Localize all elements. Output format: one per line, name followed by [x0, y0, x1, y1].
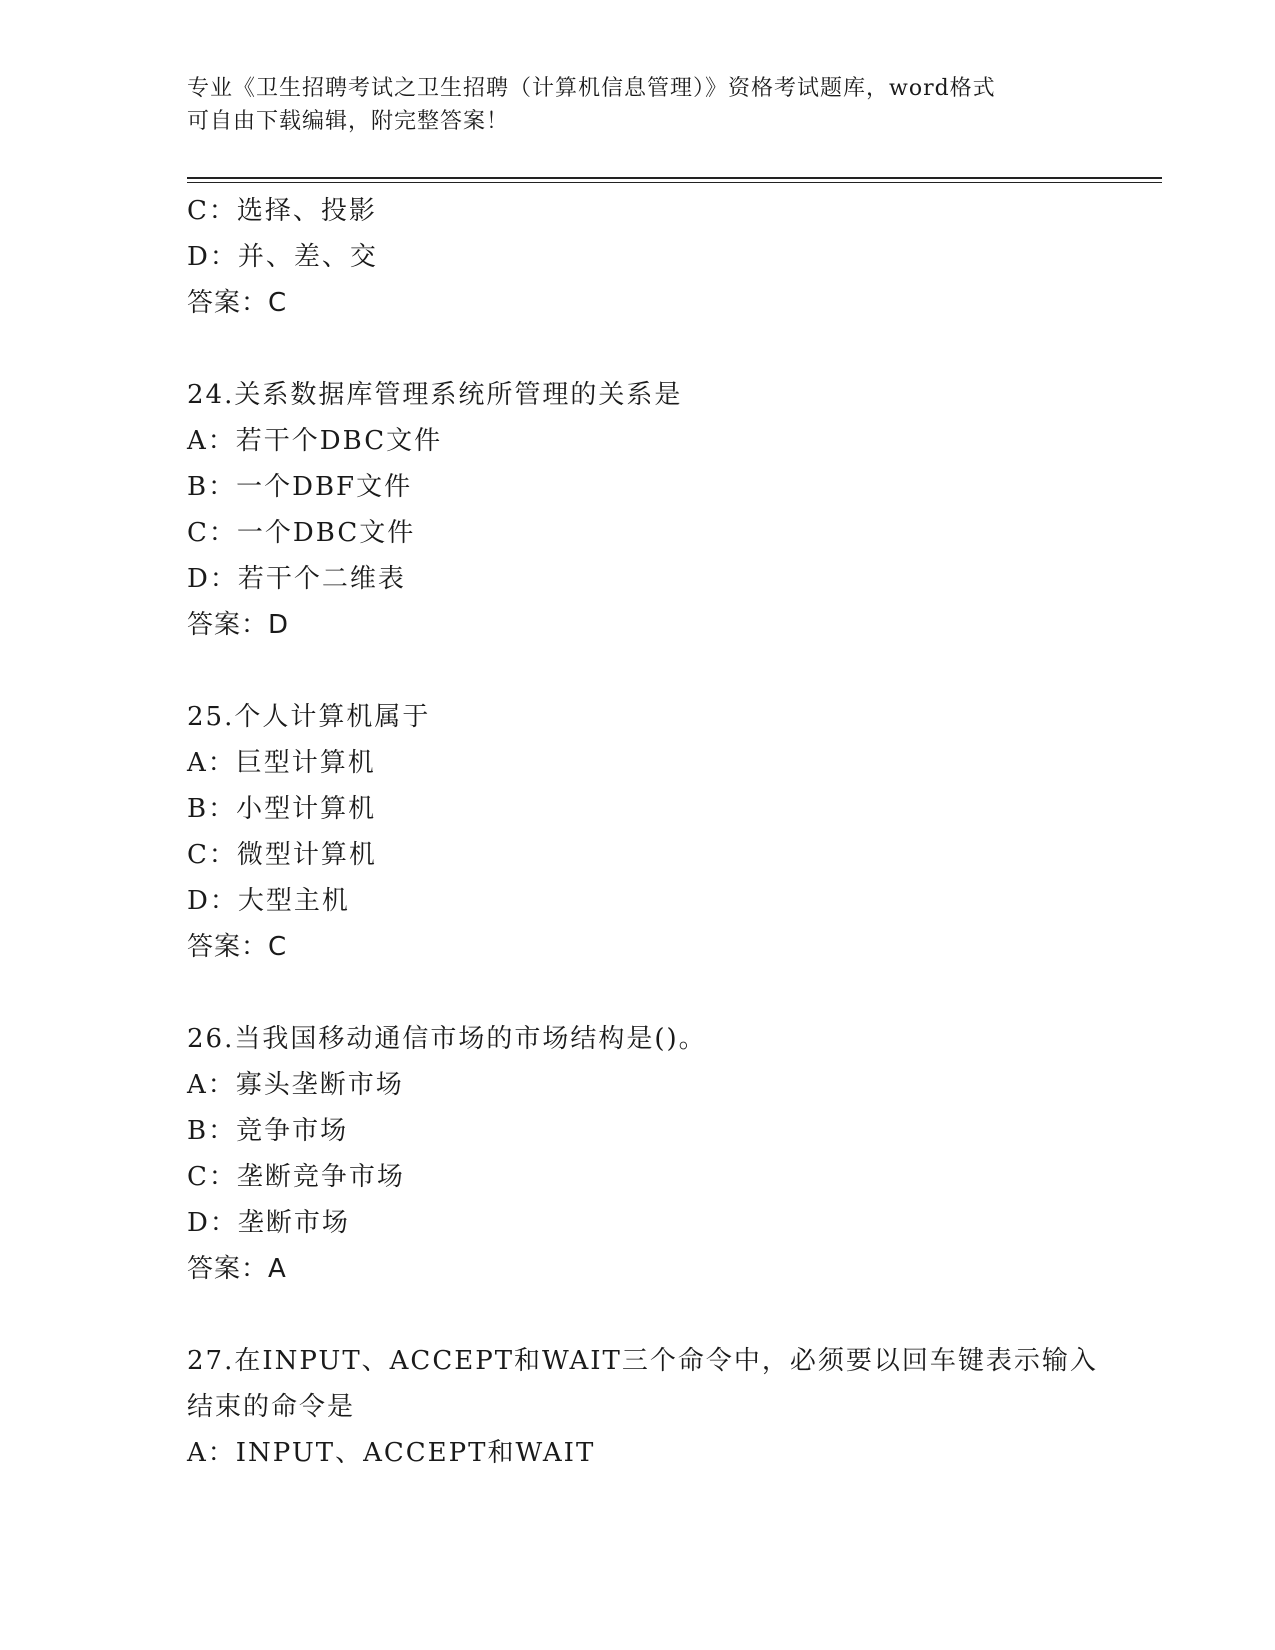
- question-24: [187, 372, 1087, 648]
- option-b: B：小型计算机: [187, 794, 377, 824]
- answer-line: 答案：C: [187, 288, 288, 318]
- option-d: D：并、差、交: [187, 242, 378, 272]
- question-26: [187, 1016, 1087, 1292]
- option-b: B：一个DBF文件: [187, 472, 413, 502]
- header-rule-thick: [187, 177, 1162, 179]
- option-a: A：寡头垄断市场: [187, 1070, 404, 1100]
- answer-line: 答案：C: [187, 932, 288, 962]
- option-d: D：若干个二维表: [187, 564, 406, 594]
- header-rule-thin: [187, 182, 1162, 183]
- question-stem: 26.当我国移动通信市场的市场结构是()。: [187, 1024, 707, 1054]
- option-c: C：选择、投影: [187, 196, 377, 226]
- option-b: B：竞争市场: [187, 1116, 349, 1146]
- option-d: D：大型主机: [187, 886, 350, 916]
- header-line-1: 专业《卫生招聘考试之卫生招聘（计算机信息管理）》资格考试题库，word格式: [187, 76, 996, 101]
- question-27: [187, 1338, 1098, 1476]
- question-stem: 27.在INPUT、ACCEPT和WAIT三个命令中，必须要以回车键表示输入: [187, 1346, 1098, 1376]
- question-stem: 24.关系数据库管理系统所管理的关系是: [187, 380, 683, 410]
- option-d: D：垄断市场: [187, 1208, 350, 1238]
- answer-line: 答案：D: [187, 610, 290, 640]
- option-c: C：微型计算机: [187, 840, 377, 870]
- document-header: [187, 72, 1067, 138]
- question-list: [187, 188, 1098, 1476]
- question-25: [187, 694, 1087, 970]
- answer-line: 答案：A: [187, 1254, 287, 1284]
- header-line-2: 可自由下载编辑，附完整答案！: [187, 109, 510, 134]
- option-c: C：垄断竞争市场: [187, 1162, 405, 1192]
- option-a: A：若干个DBC文件: [187, 426, 443, 456]
- question-continued: [187, 188, 1087, 326]
- question-stem: 25.个人计算机属于: [187, 702, 431, 732]
- option-c: C：一个DBC文件: [187, 518, 416, 548]
- option-a: A：INPUT、ACCEPT和WAIT: [187, 1438, 596, 1468]
- option-a: A：巨型计算机: [187, 748, 376, 778]
- question-stem-continued: 结束的命令是: [187, 1392, 356, 1422]
